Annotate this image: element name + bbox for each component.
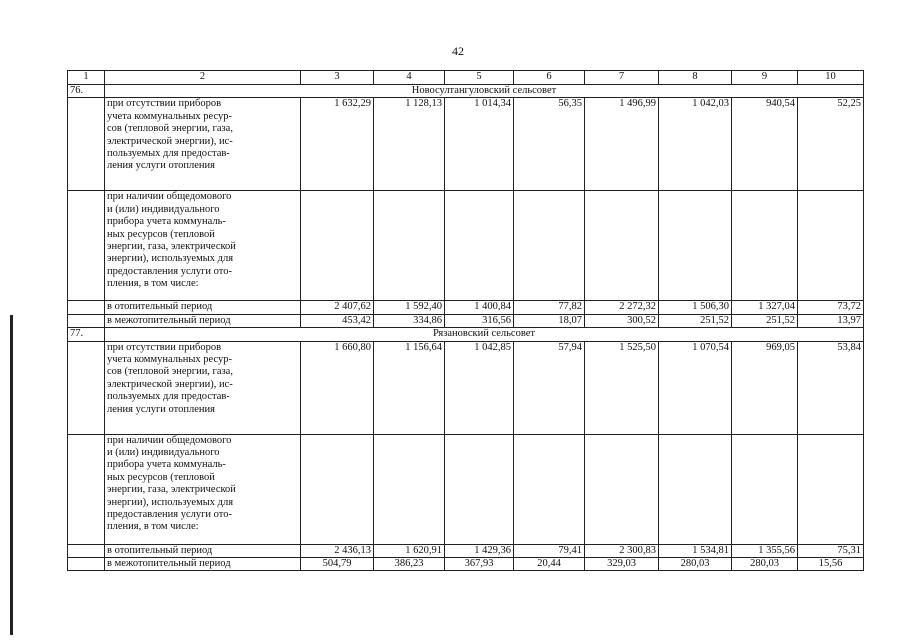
value-cell: 1 592,40 <box>374 301 445 314</box>
value-cell <box>445 434 514 544</box>
column-header: 4 <box>374 71 445 85</box>
value-cell: 386,23 <box>374 558 445 571</box>
value-cell: 1 327,04 <box>732 301 798 314</box>
section-header-row <box>68 85 864 98</box>
value-cell <box>301 434 374 544</box>
column-header: 6 <box>514 71 585 85</box>
section-number: 76. <box>68 85 105 98</box>
value-cell <box>798 434 864 544</box>
column-header: 3 <box>301 71 374 85</box>
column-header-row <box>68 71 864 85</box>
tariff-table <box>67 70 864 571</box>
value-cell <box>659 191 732 301</box>
value-cell: 280,03 <box>659 558 732 571</box>
value-cell: 1 042,85 <box>445 341 514 434</box>
value-cell <box>445 191 514 301</box>
column-header: 2 <box>105 71 301 85</box>
table-row <box>68 558 864 571</box>
table-body <box>68 71 864 571</box>
column-header: 9 <box>732 71 798 85</box>
table-row <box>68 434 864 544</box>
value-cell <box>732 191 798 301</box>
value-cell: 251,52 <box>732 314 798 327</box>
value-cell: 53,84 <box>798 341 864 434</box>
value-cell: 251,52 <box>659 314 732 327</box>
value-cell: 504,79 <box>301 558 374 571</box>
value-cell: 367,93 <box>445 558 514 571</box>
value-cell: 316,56 <box>445 314 514 327</box>
section-number: 77. <box>68 328 105 341</box>
value-cell <box>585 434 659 544</box>
value-cell: 280,03 <box>732 558 798 571</box>
column-header: 1 <box>68 71 105 85</box>
value-cell: 15,56 <box>798 558 864 571</box>
value-cell: 52,25 <box>798 98 864 191</box>
value-cell: 300,52 <box>585 314 659 327</box>
column-header: 5 <box>445 71 514 85</box>
row-number-cell <box>68 301 105 314</box>
table-row <box>68 191 864 301</box>
value-cell: 1 070,54 <box>659 341 732 434</box>
value-cell: 329,03 <box>585 558 659 571</box>
value-cell: 1 506,30 <box>659 301 732 314</box>
table-row <box>68 314 864 327</box>
section-header-row <box>68 328 864 341</box>
value-cell: 75,31 <box>798 544 864 557</box>
value-cell: 1 632,29 <box>301 98 374 191</box>
value-cell: 334,86 <box>374 314 445 327</box>
value-cell: 1 014,34 <box>445 98 514 191</box>
value-cell: 1 534,81 <box>659 544 732 557</box>
table-row <box>68 544 864 557</box>
value-cell: 1 400,84 <box>445 301 514 314</box>
value-cell: 1 355,56 <box>732 544 798 557</box>
value-cell: 1 429,36 <box>445 544 514 557</box>
row-number-cell <box>68 314 105 327</box>
row-description: при отсутствии приборов учета коммунальных ресур- сов (тепловой энергии, газа, электрической энергии), ис- пользуемых для предостав- ления услуги отопления <box>105 341 301 434</box>
value-cell: 79,41 <box>514 544 585 557</box>
column-header: 10 <box>798 71 864 85</box>
value-cell <box>514 434 585 544</box>
column-header: 8 <box>659 71 732 85</box>
section-title: Новосултангуловский сельсовет <box>105 85 864 98</box>
row-number-cell <box>68 434 105 544</box>
value-cell: 453,42 <box>301 314 374 327</box>
value-cell: 56,35 <box>514 98 585 191</box>
value-cell: 1 496,99 <box>585 98 659 191</box>
value-cell: 2 407,62 <box>301 301 374 314</box>
section-title: Рязановский сельсовет <box>105 328 864 341</box>
row-description: в межотопительный период <box>105 314 301 327</box>
table-row <box>68 301 864 314</box>
value-cell: 1 042,03 <box>659 98 732 191</box>
value-cell <box>585 191 659 301</box>
value-cell: 1 660,80 <box>301 341 374 434</box>
value-cell: 1 525,50 <box>585 341 659 434</box>
value-cell <box>514 191 585 301</box>
row-number-cell <box>68 544 105 557</box>
value-cell: 2 272,32 <box>585 301 659 314</box>
row-description: при наличии общедомового и (или) индивидуального прибора учета коммуналь- ных ресурсов (тепловой энергии, газа, электрической энергии), используемых для предоставления услуги ото- пления, в том числе: <box>105 191 301 301</box>
value-cell: 73,72 <box>798 301 864 314</box>
value-cell: 2 436,13 <box>301 544 374 557</box>
table-row <box>68 98 864 191</box>
value-cell <box>659 434 732 544</box>
value-cell: 77,82 <box>514 301 585 314</box>
value-cell: 20,44 <box>514 558 585 571</box>
value-cell: 940,54 <box>732 98 798 191</box>
value-cell: 2 300,83 <box>585 544 659 557</box>
row-number-cell <box>68 191 105 301</box>
row-number-cell <box>68 558 105 571</box>
value-cell <box>374 191 445 301</box>
value-cell: 1 620,91 <box>374 544 445 557</box>
value-cell <box>732 434 798 544</box>
scan-edge-shadow <box>0 0 13 640</box>
row-description: в отопительный период <box>105 544 301 557</box>
value-cell: 1 156,64 <box>374 341 445 434</box>
value-cell <box>374 434 445 544</box>
row-description: при отсутствии приборов учета коммунальных ресур- сов (тепловой энергии, газа, электрической энергии), ис- пользуемых для предостав- ления услуги отопления <box>105 98 301 191</box>
value-cell <box>301 191 374 301</box>
row-description: в межотопительный период <box>105 558 301 571</box>
value-cell: 57,94 <box>514 341 585 434</box>
row-number-cell <box>68 98 105 191</box>
table-row <box>68 341 864 434</box>
value-cell: 1 128,13 <box>374 98 445 191</box>
value-cell <box>798 191 864 301</box>
value-cell: 13,97 <box>798 314 864 327</box>
row-number-cell <box>68 341 105 434</box>
column-header: 7 <box>585 71 659 85</box>
row-description: при наличии общедомового и (или) индивидуального прибора учета коммуналь- ных ресурсов (тепловой энергии, газа, электрической энергии), используемых для предоставления услуги ото- пления, в том числе: <box>105 434 301 544</box>
row-description: в отопительный период <box>105 301 301 314</box>
page-number: 42 <box>452 44 464 58</box>
value-cell: 18,07 <box>514 314 585 327</box>
value-cell: 969,05 <box>732 341 798 434</box>
